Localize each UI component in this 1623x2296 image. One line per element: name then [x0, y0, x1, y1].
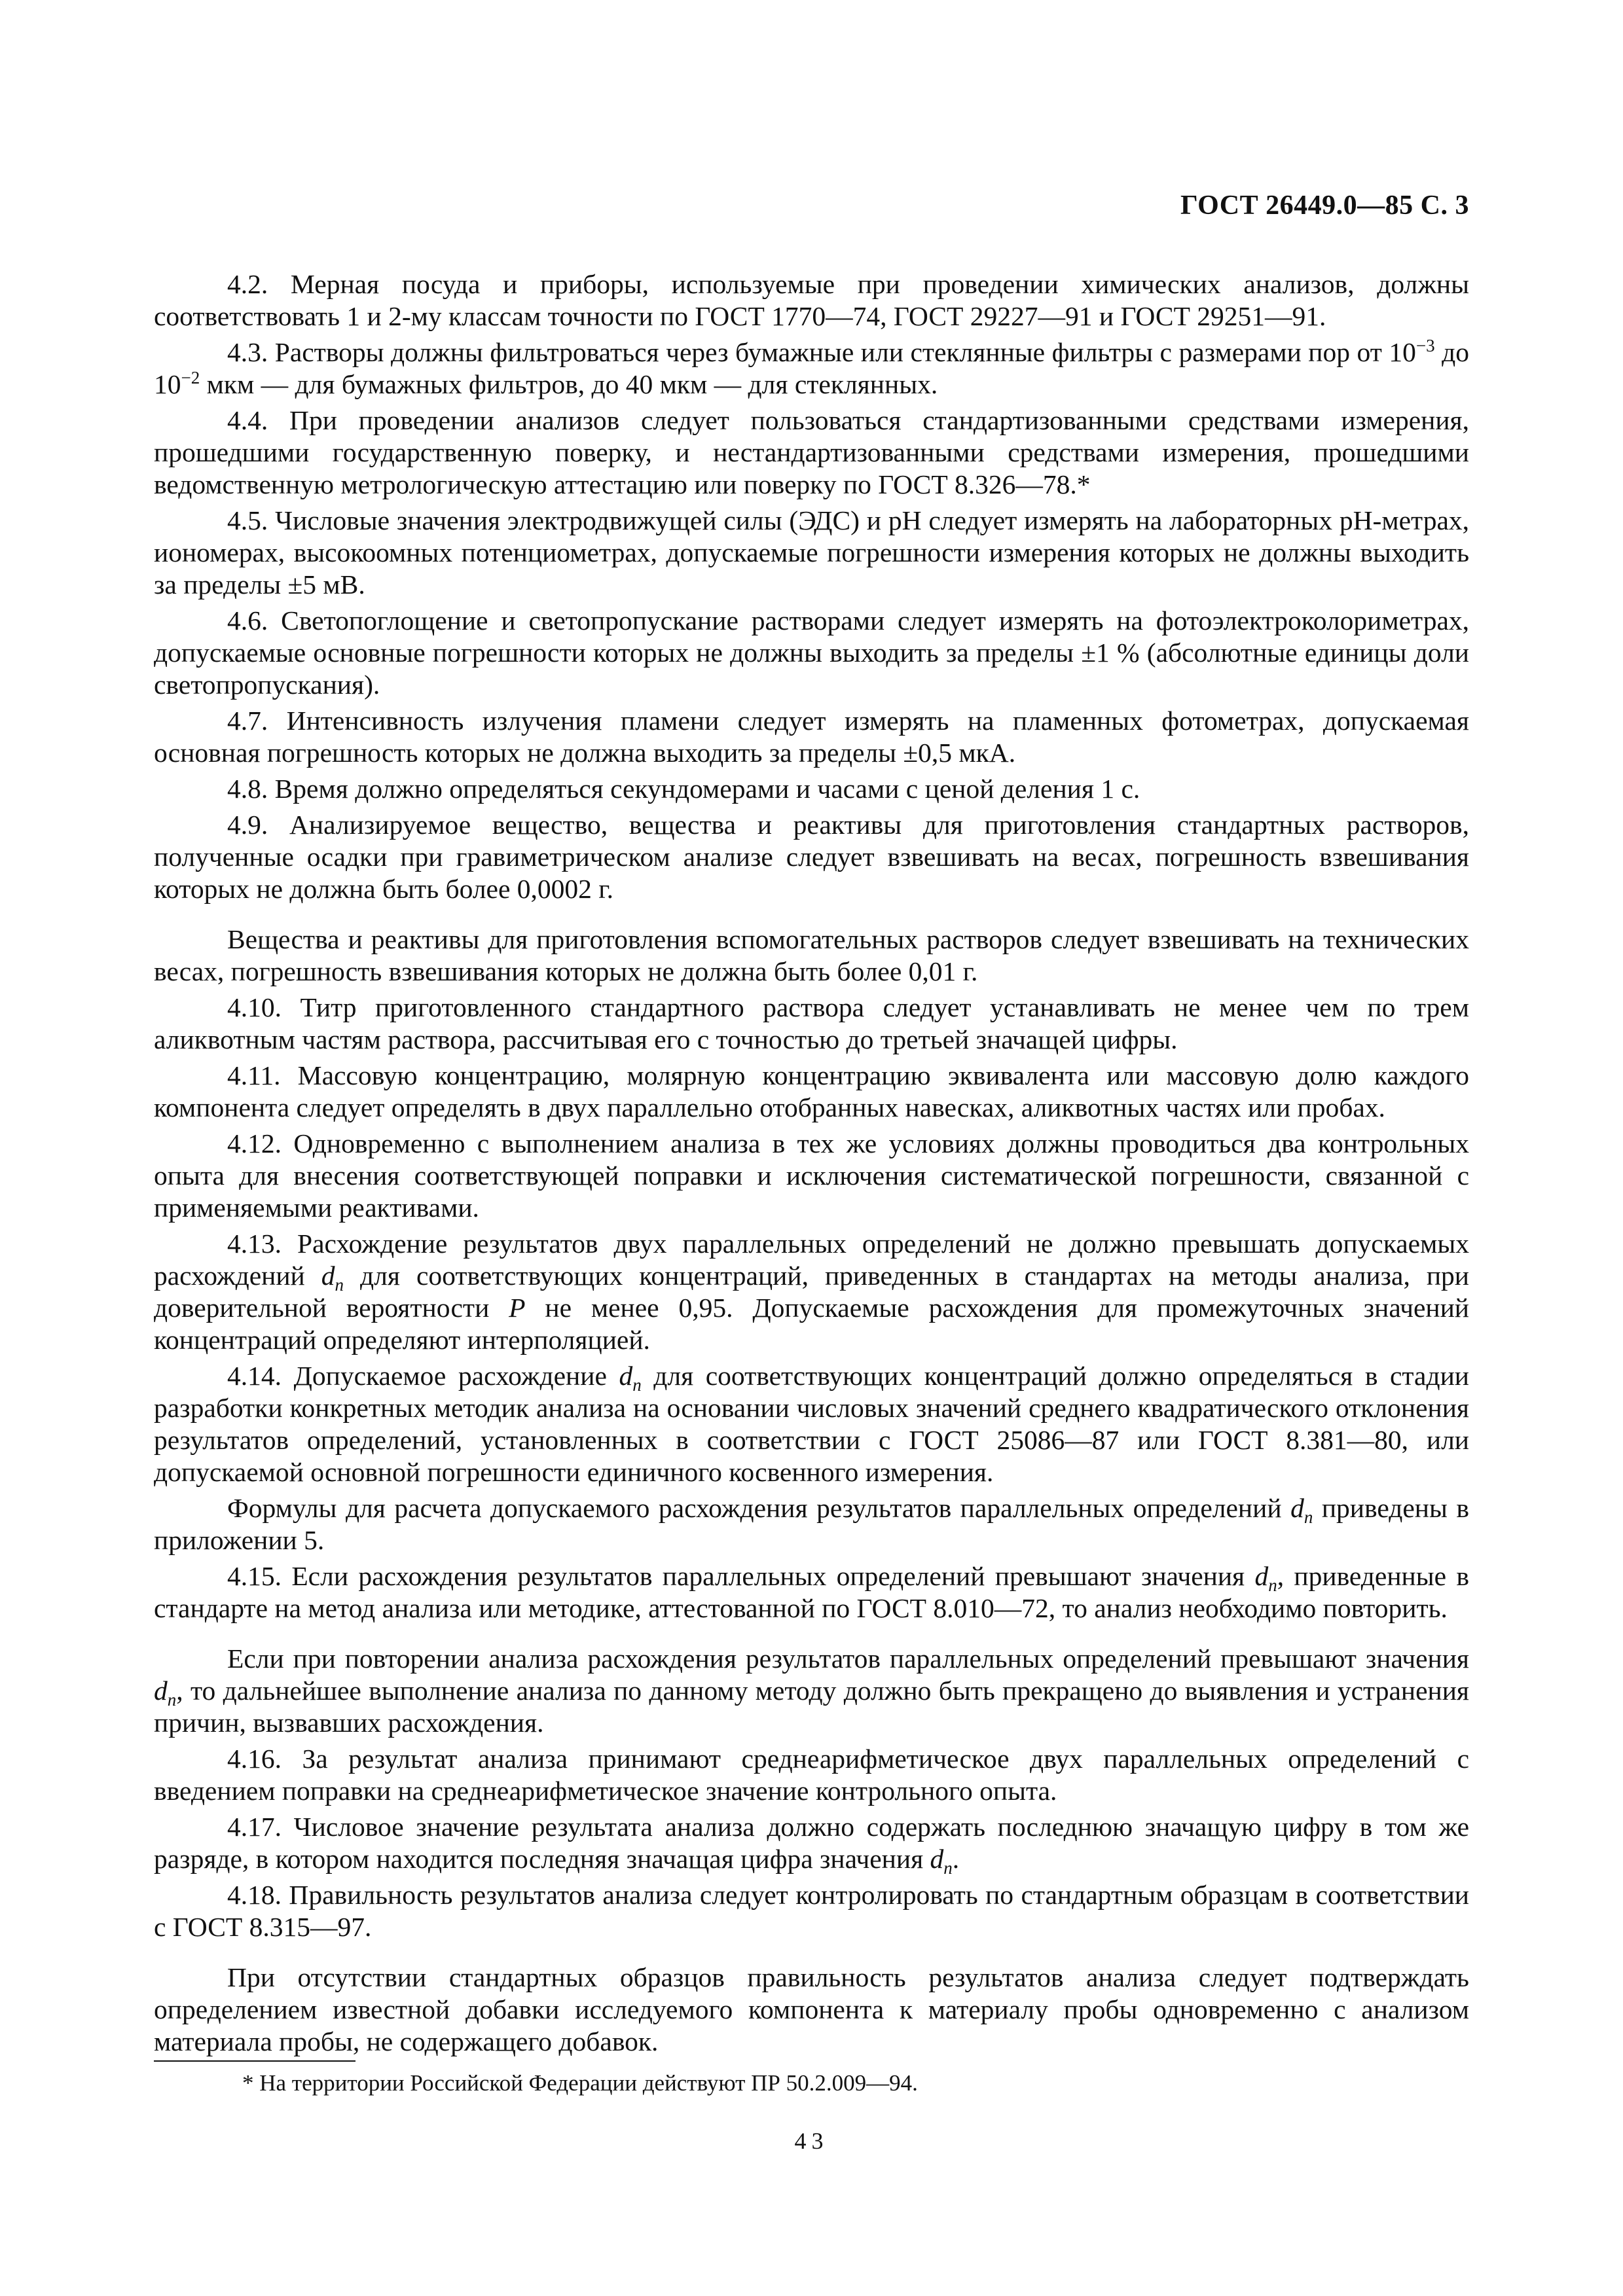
symbol-n [632, 1375, 642, 1395]
symbol-d: d [930, 1844, 944, 1874]
footnote-divider [154, 2060, 356, 2062]
clause-4-14 [154, 1360, 1469, 1488]
document-body [154, 268, 1469, 2062]
clause-4-14-paragraph [154, 1492, 1469, 1556]
clause-4-14-text: 4.14. Допускаемое расхождение [227, 1361, 619, 1391]
symbol-n [168, 1690, 177, 1710]
clause-4-17-text: . [952, 1844, 960, 1874]
clause-4-15-paragraph [154, 1643, 1469, 1739]
symbol-n-italic: n [943, 1858, 953, 1878]
clause-4-14-text: для соответствующих концентраций должно определяться в стадии разработки конкретных методик анализа на основании числовых значений среднего квадратического отклонения результатов определений, установленных в соответствии с ГОСТ 25086—87 или ГОСТ 8.381—80, или допускаемой основной погрешности единичного косвенного измерения. [154, 1361, 1469, 1487]
symbol-d: d [1254, 1561, 1269, 1591]
clause-4-15 [154, 1560, 1469, 1624]
clause-4-3-text: мкм — для бумажных фильтров, до 40 мкм — для стеклянных. [200, 369, 938, 399]
clause-4-15b-text: , то дальнейшее выполнение анализа по данному методу должно быть прекращено до выявления и устранения причин, вызвавших расхождения. [154, 1676, 1469, 1738]
footnote: * На территории Российской Федерации действуют ПР 50.2.009—94. [242, 2070, 918, 2096]
clause-4-16: 4.16. За результат анализа принимают среднеарифметическое двух параллельных определений с введением поправки на среднеарифметическое значение контрольного опыта. [154, 1744, 1469, 1806]
page-number: 43 [794, 2128, 829, 2154]
page-header: ГОСТ 26449.0—85 С. 3 [1180, 190, 1469, 221]
clause-4-15-text: 4.15. Если расхождения результатов параллельных определений превышают значения [227, 1561, 1255, 1591]
symbol-n [335, 1275, 344, 1295]
clause-4-6: 4.6. Светопоглощение и светопропускание растворами следует измерять на фотоэлектроколориметрах, допускаемые основные погрешности которых не должны выходить за пределы ±1 % (абсолютные единицы доли светопропускания). [154, 605, 1469, 700]
clause-4-3-text: 4.3. Растворы должны фильтроваться через бумажные или стеклянные фильтры с размерами пор от 10 [227, 337, 1416, 367]
symbol-n-italic: n [1268, 1575, 1277, 1595]
clause-4-8: 4.8. Время должно определяться секундомерами и часами с ценой деления 1 с. [227, 774, 1140, 804]
clause-4-13-text: 4.13. Расхождение результатов двух параллельных определений не должно превышать допускаемых расхождений [154, 1229, 1469, 1291]
symbol-d: d [154, 1676, 168, 1706]
clause-4-15b-text: Если при повторении анализа расхождения результатов параллельных определений превышают значения [227, 1643, 1469, 1674]
symbol-d: d [1290, 1493, 1304, 1523]
clause-4-13-text: не менее 0,95. Допускаемые расхождения для промежуточных значений концентраций определяют интерполяцией. [154, 1293, 1469, 1355]
symbol-n-italic: n [632, 1375, 642, 1395]
symbol-d: d [619, 1361, 633, 1391]
symbol-n [943, 1858, 953, 1878]
symbol-n-italic: n [1304, 1507, 1313, 1527]
clause-4-5: 4.5. Числовые значения электродвижущей силы (ЭДС) и pH следует измерять на лабораторных pH-метрах, иономерах, высокоомных потенциометрах, допускаемые погрешности измерения которых не должны выходить за пределы ±5 мВ. [154, 505, 1469, 600]
clause-4-17-text: 4.17. Числовое значение результата анализа должно содержать последнюю значащую цифру в том же разряде, в котором находится последняя значащая цифра значения [154, 1812, 1469, 1874]
symbol-n [1304, 1507, 1313, 1527]
symbol-n [1268, 1575, 1277, 1595]
clause-4-15-text: , приведенные в стандарте на метод анализа или методике, аттестованной по ГОСТ 8.010—72, то анализ необходимо повторить. [154, 1561, 1469, 1623]
symbol-d: d [321, 1261, 335, 1291]
clause-4-3 [154, 336, 1469, 401]
clause-4-12: 4.12. Одновременно с выполнением анализа в тех же условиях должны проводиться два контрольных опыта для внесения соответствующей поправки и исключения систематической погрешности, связанной с применяемыми реактивами. [154, 1128, 1469, 1223]
symbol-p: P [509, 1293, 526, 1323]
clause-4-11: 4.11. Массовую концентрацию, молярную концентрацию эквивалента или массовую долю каждого компонента следует определять в двух параллельно отобранных навесках, аликвотных частях или пробах. [154, 1060, 1469, 1122]
clause-4-13 [154, 1228, 1469, 1356]
clause-4-4: 4.4. При проведении анализов следует пользоваться стандартизованными средствами измерения, прошедшими государственную поверку, и нестандартизованными средствами измерения, прошедшими ведомственную метрологическую аттестацию или поверку по ГОСТ 8.326—78.* [154, 405, 1469, 499]
symbol-n-italic: n [167, 1690, 177, 1710]
clause-4-13-text: для соответствующих концентраций, приведенных в стандартах на методы анализа, при доверительной вероятности [154, 1261, 1469, 1323]
clause-4-17 [154, 1811, 1469, 1878]
clause-4-2: 4.2. Мерная посуда и приборы, используемые при проведении химических анализов, должны соответствовать 1 и 2-му классам точности по ГОСТ 1770—74, ГОСТ 29227—91 и ГОСТ 29251—91. [154, 269, 1469, 331]
clause-4-9: 4.9. Анализируемое вещество, вещества и реактивы для приготовления стандартных растворов, полученные осадки при гравиметрическом анализе следует взвешивать на весах, погрешность взвешивания которых не должна быть более 0,0002 г. [154, 810, 1469, 904]
exponent: −3 [1415, 336, 1435, 355]
symbol-n-italic: n [335, 1275, 344, 1295]
clause-4-3-text: до 10 [154, 337, 1469, 399]
clause-4-9-paragraph: Вещества и реактивы для приготовления вспомогательных растворов следует взвешивать на технических весах, погрешность взвешивания которых не должна быть более 0,01 г. [154, 924, 1469, 986]
clause-4-14b-text: приведены в приложении 5. [154, 1493, 1469, 1555]
clause-4-14b-text: Формулы для расчета допускаемого расхождения результатов параллельных определений [227, 1493, 1291, 1523]
exponent: −2 [181, 368, 200, 387]
clause-4-18-paragraph: При отсутствии стандартных образцов правильность результатов анализа следует подтверждать определением известной добавки исследуемого компонента к материалу пробы одновременно с анализом материала пробы, не содержащего добавок. [154, 1962, 1469, 2056]
clause-4-7: 4.7. Интенсивность излучения пламени следует измерять на пламенных фотометрах, допускаемая основная погрешность которых не должна выходить за пределы ±0,5 мкА. [154, 706, 1469, 768]
clause-4-10: 4.10. Титр приготовленного стандартного раствора следует устанавливать не менее чем по трем аликвотным частям раствора, рассчитывая его с точностью до третьей значащей цифры. [154, 992, 1469, 1054]
clause-4-18: 4.18. Правильность результатов анализа следует контролировать по стандартным образцам в соответствии с ГОСТ 8.315—97. [154, 1880, 1469, 1942]
